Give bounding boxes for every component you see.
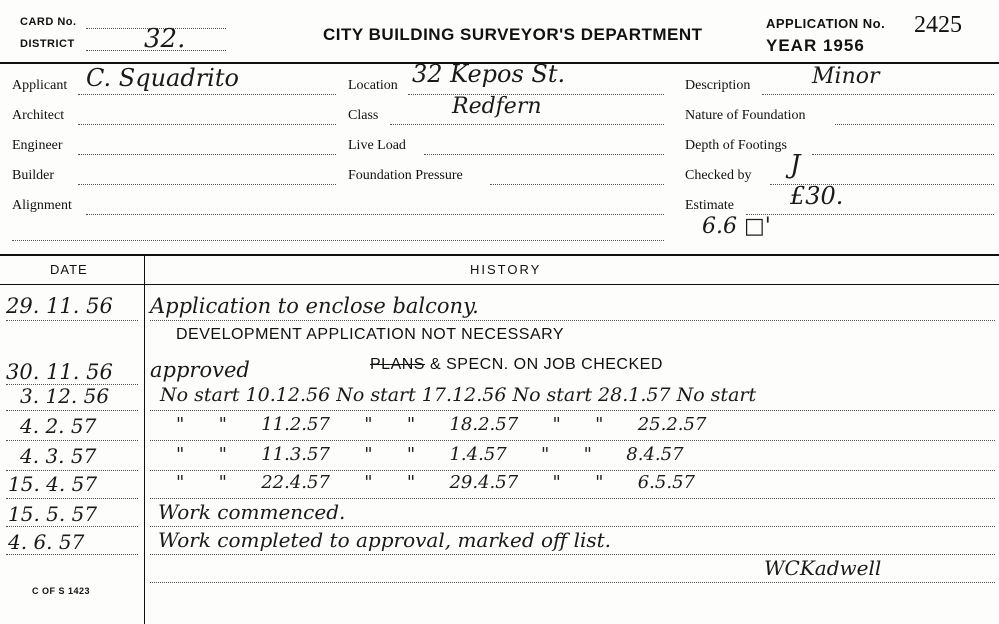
- date-header: DATE: [50, 262, 88, 277]
- live-load-label: Live Load: [348, 138, 406, 153]
- checked-by-label: Checked by: [685, 168, 752, 183]
- builder-line: [78, 184, 336, 185]
- description-line: [762, 94, 994, 95]
- class-value: Redfern: [452, 94, 542, 119]
- history-entry-7: Work commenced.: [158, 500, 346, 524]
- estimate-value: £30.: [790, 182, 844, 210]
- department-title: CITY BUILDING SURVEYOR'S DEPARTMENT: [323, 25, 703, 44]
- architect-label: Architect: [12, 108, 65, 123]
- history-date-7: 15. 5. 57: [8, 502, 98, 526]
- location-label: Location: [348, 78, 398, 93]
- depth-of-footings-label: Depth of Footings: [685, 138, 787, 153]
- history-date-1: 29. 11. 56: [6, 294, 113, 318]
- history-date-3: 3. 12. 56: [20, 384, 110, 408]
- engineer-label: Engineer: [12, 138, 63, 153]
- card-no-label: CARD No.: [20, 16, 77, 28]
- class-label: Class: [348, 108, 379, 123]
- blank-line: [12, 240, 664, 241]
- live-load-line: [424, 154, 664, 155]
- development-stamp: DEVELOPMENT APPLICATION NOT NECESSARY: [176, 326, 565, 343]
- application-no-label: APPLICATION No.: [766, 16, 886, 31]
- row-line: [150, 526, 995, 527]
- history-entry-2: approved: [150, 358, 250, 382]
- applicant-label: Applicant: [12, 78, 68, 93]
- builder-label: Builder: [12, 168, 54, 183]
- description-value: Minor: [812, 64, 880, 89]
- row-line: [150, 470, 995, 471]
- row-line: [6, 498, 138, 499]
- row-line: [6, 554, 138, 555]
- district-value: 32.: [144, 24, 186, 54]
- engineer-line: [78, 154, 336, 155]
- row-line: [6, 320, 138, 321]
- depth-of-footings-line: [812, 154, 994, 155]
- year-label: YEAR 1956: [766, 36, 865, 55]
- row-line: [150, 320, 995, 321]
- history-entry-6: " " 22.4.57 " " 29.4.57 " " 6.5.57: [176, 472, 695, 493]
- form-code: C OF S 1423: [32, 586, 91, 596]
- nature-of-foundation-line: [835, 124, 994, 125]
- row-line: [6, 470, 138, 471]
- nature-of-foundation-label: Nature of Foundation: [685, 108, 806, 123]
- history-header-rule: [0, 284, 999, 285]
- stamp-specn: & SPECN. ON JOB CHECKED: [430, 356, 663, 373]
- stamp-plans: PLANS: [370, 356, 425, 373]
- location-value: 32 Kepos St.: [412, 60, 566, 88]
- history-date-4: 4. 2. 57: [20, 414, 97, 438]
- estimate-label: Estimate: [685, 198, 734, 213]
- application-no: 2425: [914, 12, 962, 38]
- district-label: DISTRICT: [20, 38, 75, 50]
- row-line: [150, 498, 995, 499]
- history-header: HISTORY: [470, 262, 542, 277]
- area-value: 6.6 □': [702, 214, 771, 239]
- row-line: [150, 582, 995, 583]
- row-line: [6, 410, 138, 411]
- history-date-5: 4. 3. 57: [20, 444, 97, 468]
- estimate-line: [746, 214, 994, 215]
- architect-line: [78, 124, 336, 125]
- description-label: Description: [685, 78, 751, 93]
- history-top-rule: [0, 254, 999, 256]
- history-entry-1: Application to enclose balcony.: [150, 294, 479, 318]
- applicant-value: C. Squadrito: [86, 64, 239, 92]
- checked-by-value: J: [790, 150, 801, 180]
- history-date-2: 30. 11. 56: [6, 360, 113, 384]
- class-line: [390, 124, 664, 125]
- history-entry-4: " " 11.2.57 " " 18.2.57 " " 25.2.57: [176, 414, 707, 435]
- foundation-pressure-line: [490, 184, 664, 185]
- history-date-8: 4. 6. 57: [8, 530, 85, 554]
- row-line: [150, 554, 995, 555]
- row-line: [6, 526, 138, 527]
- date-column-divider: [144, 254, 145, 624]
- history-date-6: 15. 4. 57: [8, 472, 98, 496]
- applicant-line: [78, 94, 336, 95]
- history-entry-5: " " 11.3.57 " " 1.4.57 " " 8.4.57: [176, 444, 684, 465]
- history-entry-3: No start 10.12.56 No start 17.12.56 No start 28.1.57 No start: [160, 384, 757, 406]
- alignment-label: Alignment: [12, 198, 72, 213]
- history-entry-8: Work completed to approval, marked off list.: [158, 528, 612, 552]
- row-line: [6, 440, 138, 441]
- inspector-signature: WCKadwell: [764, 556, 882, 580]
- row-line: [150, 410, 995, 411]
- row-line: [150, 440, 995, 441]
- foundation-pressure-label: Foundation Pressure: [348, 168, 463, 183]
- alignment-line: [86, 214, 664, 215]
